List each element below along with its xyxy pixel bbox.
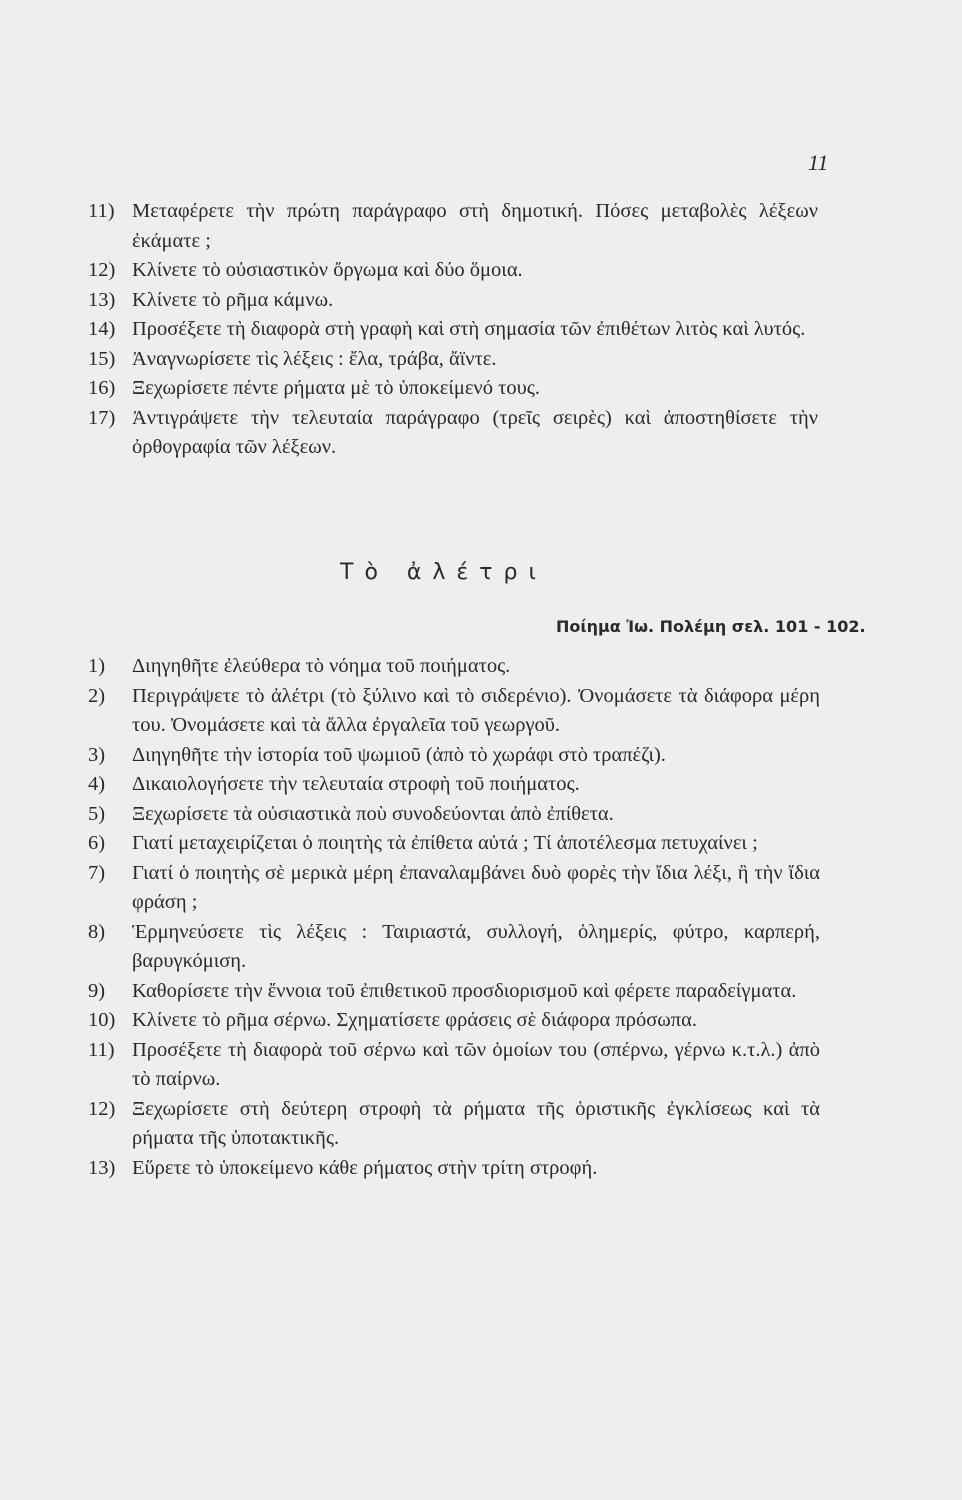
question-number: 11) [88,200,115,222]
list-item [88,918,820,977]
question-text: Ξεχωρίσετε τὰ οὐσιαστικὰ ποὺ συνοδεύονται ἀπὸ ἐπίθετα. [132,802,614,825]
question-text: Γιατί ὁ ποιητὴς σὲ μερικὰ μέρη ἐπαναλαμβάνει δυὸ φορὲς τὴν ἴδια λέξι, ἢ τὴν ἴδια φράση ; [132,861,820,913]
question-number: 12) [88,259,116,281]
question-text: Ἀναγνωρίσετε τὶς λέξεις : ἔλα, τράβα, ἄϊντε. [132,347,497,370]
question-text: Προσέξετε τὴ διαφορὰ τοῦ σέρνω καὶ τῶν ὁμοίων του (σπέρνω, γέρνω κ.τ.λ.) ἀπὸ τὸ παίρνω. [132,1038,820,1090]
list-item [88,977,820,1007]
question-text: Κλίνετε τὸ ρῆμα σέρνω. Σχηματίσετε φράσεις σὲ διάφορα πρόσωπα. [132,1009,697,1031]
question-text: Ξεχωρίσετε στὴ δεύτερη στροφὴ τὰ ρήματα τῆς ὁριστικῆς ἐγκλίσεως καὶ τὰ ρήματα τῆς ὑποτακτικῆς. [132,1097,820,1149]
question-list-top [88,197,818,463]
poem-source: Ποίημα Ἰω. Πολέμη σελ. 101 - 102. [556,617,866,636]
question-number: 14) [88,318,116,340]
question-number: 17) [88,406,116,429]
list-item [88,682,820,741]
list-item [88,1036,820,1095]
question-number: 2) [88,684,106,707]
question-text: Διηγηθῆτε ἐλεύθερα τὸ νόημα τοῦ ποιήματος. [132,655,511,677]
list-item [88,286,818,316]
question-number: 10) [88,1009,116,1031]
list-item [88,1095,820,1154]
question-text: Δικαιολογήσετε τὴν τελευταία στροφὴ τοῦ ποιήματος. [132,773,580,795]
question-number: 13) [88,1156,116,1179]
list-item [88,256,818,286]
question-text: Μεταφέρετε τὴν πρώτη παράγραφο στὴ δημοτική. Πόσες μεταβολὲς λέξεων ἐκάματε ; [132,200,818,252]
question-list-bottom [88,652,820,1183]
section-title: Τὸ ἀλέτρι [340,560,547,585]
question-text: Ξεχωρίσετε πέντε ρήματα μὲ τὸ ὑποκείμενό τους. [132,377,540,399]
question-text: Προσέξετε τὴ διαφορὰ στὴ γραφὴ καὶ στὴ σημασία τῶν ἐπιθέτων λιτὸς καὶ λυτός. [132,318,806,340]
question-text: Ἑρμηνεύσετε τὶς λέξεις : Ταιριαστά, συλλογή, ὁλημερίς, φύτρο, καρπερή, βαρυγκόμιση. [132,920,820,972]
question-text: Γιατί μεταχειρίζεται ὁ ποιητὴς τὰ ἐπίθετα αὐτά ; Τί ἀποτέλεσμα πετυχαίνει ; [132,832,758,854]
question-text: Περιγράψετε τὸ ἀλέτρι (τὸ ξύλινο καὶ τὸ σιδερένιο). Ὀνομάσετε τὰ διάφορα μέρη του. Ὀνομάσετε καὶ τὰ ἄλλα ἐργαλεῖα τοῦ γεωργοῦ. [132,684,820,736]
list-item [88,345,818,375]
list-item [88,770,820,800]
question-number: 9) [88,979,106,1002]
question-number: 8) [88,920,106,943]
question-number: 1) [88,655,106,677]
list-item [88,829,820,859]
question-text: Κλίνετε τὸ οὐσιαστικὸν ὄργωμα καὶ δύο ὅμοια. [132,259,523,281]
list-item [88,859,820,918]
list-item [88,741,820,771]
list-item [88,315,818,345]
question-number: 7) [88,861,106,884]
list-item [88,197,818,256]
question-number: 5) [88,802,106,825]
question-number: 15) [88,347,116,370]
question-number: 12) [88,1097,116,1120]
question-text: Κλίνετε τὸ ρῆμα κάμνω. [132,288,334,311]
list-item [88,404,818,463]
list-item [88,374,818,404]
question-text: Ἀντιγράψετε τὴν τελευταία παράγραφο (τρεῖς σειρὲς) καὶ ἀποστηθίσετε τὴν ὀρθογραφία τῶν λέξεων. [132,406,818,458]
page-number: 11 [808,150,829,175]
list-item [88,652,820,682]
list-item [88,1006,820,1036]
list-item [88,800,820,830]
question-number: 4) [88,773,106,795]
question-text: Καθορίσετε τὴν ἔννοια τοῦ ἐπιθετικοῦ προσδιορισμοῦ καὶ φέρετε παραδείγματα. [132,979,797,1002]
question-text: Διηγηθῆτε τὴν ἱστορία τοῦ ψωμιοῦ (ἀπὸ τὸ χωράφι στὸ τραπέζι). [132,743,666,766]
question-number: 11) [88,1038,115,1061]
question-number: 16) [88,377,116,399]
question-number: 3) [88,743,106,766]
question-number: 6) [88,832,106,854]
question-text: Εὕρετε τὸ ὑποκείμενο κάθε ρήματος στὴν τρίτη στροφή. [132,1156,598,1179]
question-number: 13) [88,288,116,311]
list-item [88,1154,820,1184]
